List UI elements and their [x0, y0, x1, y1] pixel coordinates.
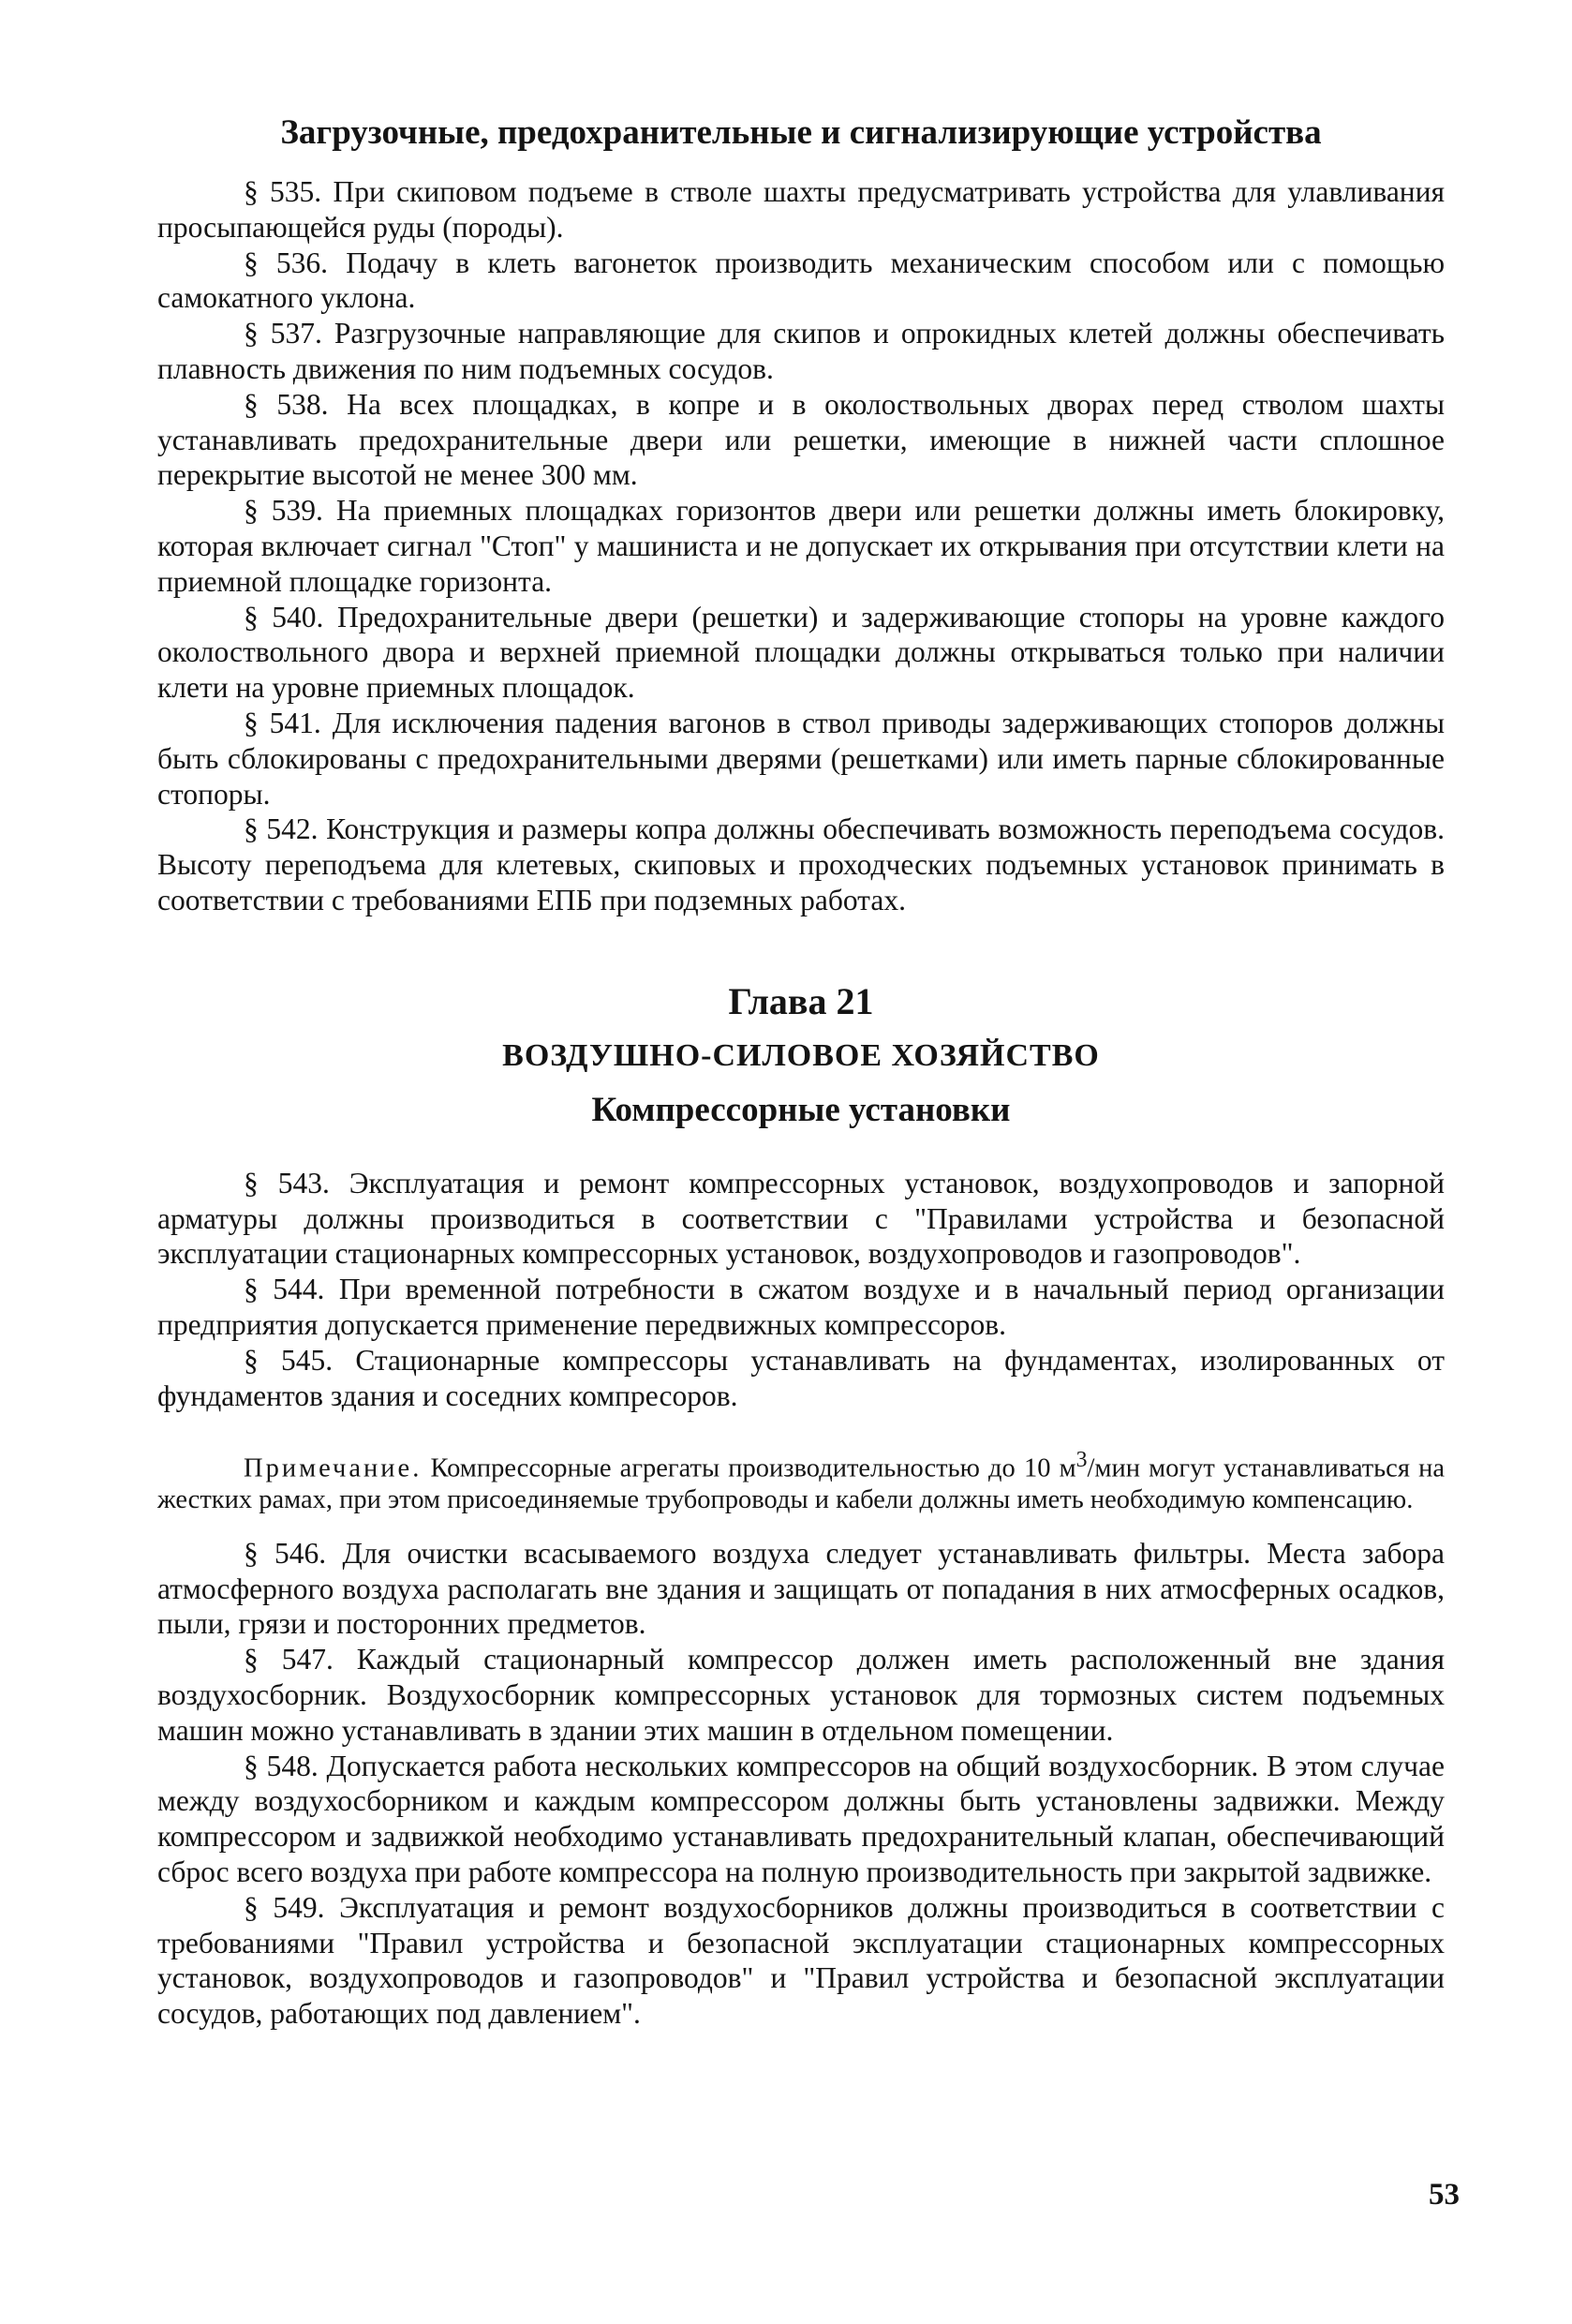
paragraph-538: § 538. На всех площадках, в копре и в околоствольных дворах перед стволом шахты устанавливать предохранительные двери или решетки, имеющие в нижней части сплошное перекрытие высотой не менее 300 мм.: [157, 387, 1445, 492]
paragraph-group-compressors: [157, 1166, 1445, 1414]
paragraph-539: § 539. На приемных площадках горизонтов двери или решетки должны иметь блокировку, которая включает сигнал "Стоп" у машиниста и не допускает их открывания при отсутствии клети на приемной площадке горизонта.: [157, 494, 1445, 598]
page-number: 53: [1429, 2178, 1460, 2212]
paragraph-group-devices: [157, 174, 1445, 918]
note-block: [157, 1445, 1445, 1515]
paragraph-548: § 548. Допускается работа нескольких компрессоров на общий воздухосборник. В этом случае между воздухосборником и каждым компрессором должны быть установлены задвижки. Между компрессором и задвижкой необходимо устанавливать предохранительный клапан, обеспечивающий сброс всего воздуха при работе компрессора на полную производительность при закрытой задвижке.: [157, 1749, 1445, 1888]
document-page: [157, 111, 1445, 2032]
section-title: Загрузочные, предохранительные и сигнализирующие устройства: [280, 113, 1322, 152]
chapter-header: [157, 975, 1445, 1138]
paragraph-542: § 542. Конструкция и размеры копра должны обеспечивать возможность переподъема сосудов. Высоту переподъема для клетевых, скиповых и проходческих подъемных установок принимать в соответствии с требованиями ЕПБ при подземных работах.: [157, 812, 1445, 916]
paragraph-543: § 543. Эксплуатация и ремонт компрессорных установок, воздухопроводов и запорной арматуры должны производиться в соответствии с "Правилами устройства и безопасной эксплуатации стационарных компрессорных установок, воздухопроводов и газопроводов".: [157, 1166, 1445, 1271]
note-text-start: Компрессорные агрегаты производительностью до 10 м: [430, 1453, 1076, 1483]
paragraph-536: § 536. Подачу в клеть вагонеток производить механическим способом или с помощью самокатного уклона.: [157, 246, 1445, 315]
paragraph-547: § 547. Каждый стационарный компрессор должен иметь расположенный вне здания воздухосборник. Воздухосборник компрессорных установок для тормозных систем подъемных машин можно устанавливать в здании этих машин в отдельном помещении.: [157, 1643, 1445, 1747]
paragraph-545: § 545. Стационарные компрессоры устанавливать на фундаментах, изолированных от фундаментов здания и соседних компресоров.: [157, 1343, 1445, 1412]
paragraph-546: § 546. Для очистки всасываемого воздуха следует устанавливать фильтры. Места забора атмосферного воздуха располагать вне здания и защищать от попадания в них атмосферных осадков, пыли, грязи и посторонних предметов.: [157, 1536, 1445, 1641]
chapter-title: Глава 21: [728, 979, 874, 1022]
note-label: Примечание.: [244, 1453, 423, 1483]
paragraph-541: § 541. Для исключения падения вагонов в ствол приводы задерживающих стопоров должны быть сблокированы с предохранительными дверями (решетками) или иметь парные сблокированные стопоры.: [157, 706, 1445, 811]
subsection-title: Компрессорные установки: [591, 1090, 1011, 1129]
paragraph-549: § 549. Эксплуатация и ремонт воздухосборников должны производиться в соответствии с требованиями "Правил устройства и безопасной эксплуатации стационарных компрессорных установок, воздухопроводов и газопроводов" и "Правил устройства и безопасной эксплуатации сосудов, работающих под давлением".: [157, 1890, 1445, 2031]
paragraph-544: § 544. При временной потребности в сжатом воздухе и в начальный период организации предприятия допускается применение передвижных компрессоров.: [157, 1273, 1445, 1341]
paragraph-540: § 540. Предохранительные двери (решетки) и задерживающие стопоры на уровне каждого околоствольного двора и верхней приемной площадки должны открываться только при наличии клети на уровне приемных площадок.: [157, 600, 1445, 705]
paragraph-537: § 537. Разгрузочные направляющие для скипов и опрокидных клетей должны обеспечивать плавность движения по ним подъемных сосудов.: [157, 317, 1445, 385]
chapter-subtitle: ВОЗДУШНО-СИЛОВОЕ ХОЗЯЙСТВО: [502, 1037, 1100, 1073]
note-text-end: /мин могут устанавливаться на жестких рамах, при этом присоединяемые трубопроводы и кабели должны иметь необходимую компенсацию.: [157, 1453, 1445, 1514]
note-superscript: 3: [1075, 1448, 1088, 1473]
paragraph-535: § 535. При скиповом подъеме в стволе шахты предусматривать устройства для улавливания просыпающейся руды (породы).: [157, 175, 1445, 244]
paragraph-group-air-receivers: [157, 1536, 1445, 2032]
